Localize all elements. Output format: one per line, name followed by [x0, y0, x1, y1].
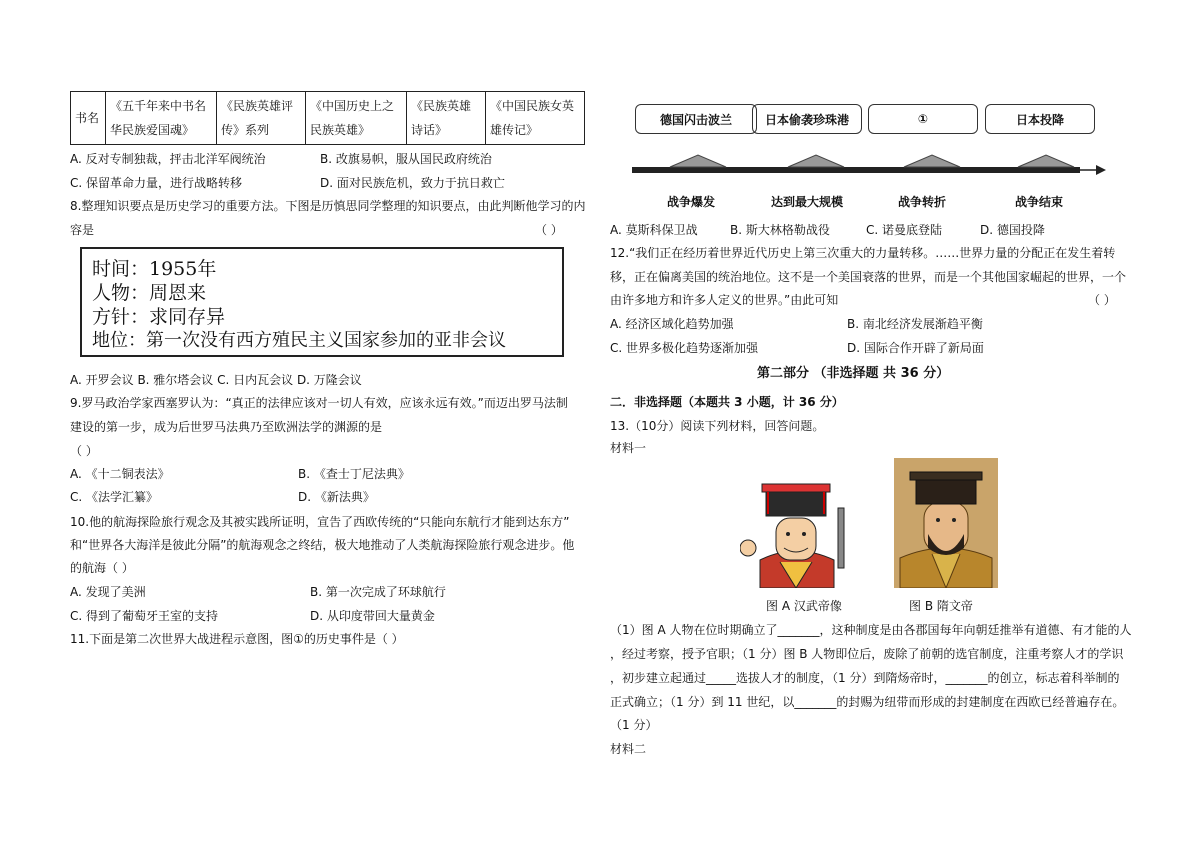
timeline-box-3: ① — [868, 104, 978, 134]
q10-option-a: A. 发现了美洲 — [70, 585, 146, 599]
note-line-person: 人物：周恩来 — [92, 282, 207, 304]
q12-option-a: A. 经济区域化趋势加强 — [610, 317, 734, 331]
timeline-bar — [632, 167, 1080, 173]
q13-1-line3: ，初步建立起通过_____选拔人才的制度，（1 分）到隋炀帝时，_______的创立，标志着科举制的 — [610, 671, 1120, 685]
q8-options: A. 开罗会议 B. 雅尔塔会议 C. 日内瓦会议 D. 万隆会议 — [70, 373, 362, 387]
q12-stem-line1: 12.“我们正在经历着世界近代历史上第三次重大的力量转移。……世界力量的分配正在发生着转 — [610, 246, 1116, 260]
part2-section-heading: 二．非选择题（本题共 3 小题，计 36 分） — [610, 395, 844, 409]
q13-1-line1: （1）图 A 人物在位时期确立了_______，这种制度是由各郡国每年向朝廷推举有道德、有才能的人 — [610, 623, 1132, 637]
sui-wendi-portrait — [894, 458, 998, 588]
book-cell: 《中国历史上之 民族英雄》 — [306, 92, 407, 145]
book-cell: 《民族英雄评 传》系列 — [217, 92, 306, 145]
q12-option-c: C. 世界多极化趋势逐渐加强 — [610, 341, 759, 355]
books-table-header: 书名 — [71, 92, 106, 145]
part2-title: 第二部分 （非选择题 共 36 分） — [757, 366, 950, 381]
q9-option-c: C. 《法学汇纂》 — [70, 490, 159, 504]
q11-option-c: C. 诺曼底登陆 — [866, 223, 943, 237]
stage-marker-1 — [670, 155, 726, 167]
q10-option-b: B. 第一次完成了环球航行 — [310, 585, 446, 599]
q12-option-b: B. 南北经济发展渐趋平衡 — [847, 317, 983, 331]
q9-option-b: B. 《查士丁尼法典》 — [298, 467, 410, 481]
book-cell: 《民族英雄 诗话》 — [407, 92, 486, 145]
timeline-box-1: 德国闪击波兰 — [635, 104, 757, 134]
timeline-box-2: 日本偷袭珍珠港 — [752, 104, 862, 134]
han-wudi-portrait — [740, 478, 852, 588]
q9-option-d: D. 《新法典》 — [298, 490, 375, 504]
q10-stem-line3: 的航海（ ） — [70, 561, 134, 575]
timeline-stage-2: 达到最大规模 — [771, 195, 844, 209]
caption-figure-b: 图 B 隋文帝 — [909, 599, 973, 613]
q11-option-d: D. 德国投降 — [980, 223, 1045, 237]
arrow-icon — [1096, 165, 1106, 175]
q8-stem-line1: 8.整理知识要点是历史学习的重要方法。下图是历慎思同学整理的知识要点，由此判断他学习的内 — [70, 199, 586, 213]
q7-option-d: D. 面对民族危机，致力于抗日救亡 — [320, 176, 505, 190]
q13-1-line2: ，经过考察，授予官职；（1 分）图 B 人物即位后，废除了前朝的选官制度，注重考察人才的学识 — [610, 647, 1124, 661]
q9-option-a: A. 《十二铜表法》 — [70, 467, 170, 481]
q13-1-line4: 正式确立；（1 分）到 11 世纪，以_______的封赐为纽带而形成的封建制度在西欧已经普遍存在。 — [610, 695, 1125, 709]
stage-marker-2 — [788, 155, 844, 167]
knowledge-note-box — [80, 247, 564, 357]
caption-figure-a: 图 A 汉武帝像 — [766, 599, 842, 613]
q12-option-d: D. 国际合作开辟了新局面 — [847, 341, 984, 355]
timeline-stage-3: 战争转折 — [898, 195, 947, 209]
q11-stem: 11.下面是第二次世界大战进程示意图，图①的历史事件是（ ） — [70, 632, 404, 646]
q9-stem-line2: 建设的第一步，成为后世罗马法典乃至欧洲法学的渊源的是 — [70, 420, 383, 434]
book-cell: 《中国民族女英 雄传记》 — [486, 92, 585, 145]
q9-stem-line1: 9.罗马政治学家西塞罗认为：“真正的法律应该对一切人有效，应该永远有效。”而迈出罗马法制 — [70, 396, 568, 410]
q10-option-c: C. 得到了葡萄牙王室的支持 — [70, 609, 219, 623]
q13-1-line5: （1 分） — [610, 718, 658, 732]
note-line-time: 时间：1955年 — [92, 258, 217, 280]
q10-stem-line1: 10.他的航海探险旅行观念及其被实践所证明，宣告了西欧传统的“只能向东航行才能到达东方” — [70, 515, 570, 529]
material1-label: 材料一 — [610, 441, 647, 455]
book-cell: 《五千年来中书名 华民族爱国魂》 — [106, 92, 217, 145]
q8-stem-line2: 容是 — [70, 223, 95, 237]
q7-option-b: B. 改旗易帜，服从国民政府统治 — [320, 152, 492, 166]
stage-marker-4 — [1018, 155, 1074, 167]
q12-answer-paren: （ ） — [1088, 293, 1116, 307]
note-line-policy: 方针：求同存异 — [92, 306, 226, 328]
material2-label: 材料二 — [610, 742, 647, 756]
books-table — [70, 91, 585, 145]
stage-marker-3 — [904, 155, 960, 167]
q12-stem-line2: 移，正在偏离美国的统治地位。这不是一个美国衰落的世界，而是一个其他国家崛起的世界，一个 — [610, 270, 1127, 284]
q8-answer-paren: （ ） — [535, 223, 563, 237]
q7-option-a: A. 反对专制独裁，抨击北洋军阀统治 — [70, 152, 266, 166]
q12-stem-line3: 由许多地方和许多人定义的世界。”由此可知 — [610, 293, 839, 307]
timeline-box-4: 日本投降 — [985, 104, 1095, 134]
note-line-status: 地位：第一次没有西方殖民主义国家参加的亚非会议 — [92, 330, 506, 351]
timeline-stage-4: 战争结束 — [1015, 195, 1064, 209]
q13-stem: 13.（10分）阅读下列材料，回答问题。 — [610, 419, 825, 433]
timeline-axis — [630, 150, 1110, 190]
q10-stem-line2: 和“世界各大海洋是彼此分隔”的航海观念之终结，极大地推动了人类航海探险旅行观念进步。他 — [70, 538, 575, 552]
q9-answer-paren: （ ） — [70, 444, 98, 458]
q10-option-d: D. 从印度带回大量黄金 — [310, 609, 435, 623]
q11-option-a: A. 莫斯科保卫战 — [610, 223, 698, 237]
q11-option-b: B. 斯大林格勒战役 — [730, 223, 830, 237]
q7-option-c: C. 保留革命力量，进行战略转移 — [70, 176, 243, 190]
timeline-stage-1: 战争爆发 — [667, 195, 716, 209]
